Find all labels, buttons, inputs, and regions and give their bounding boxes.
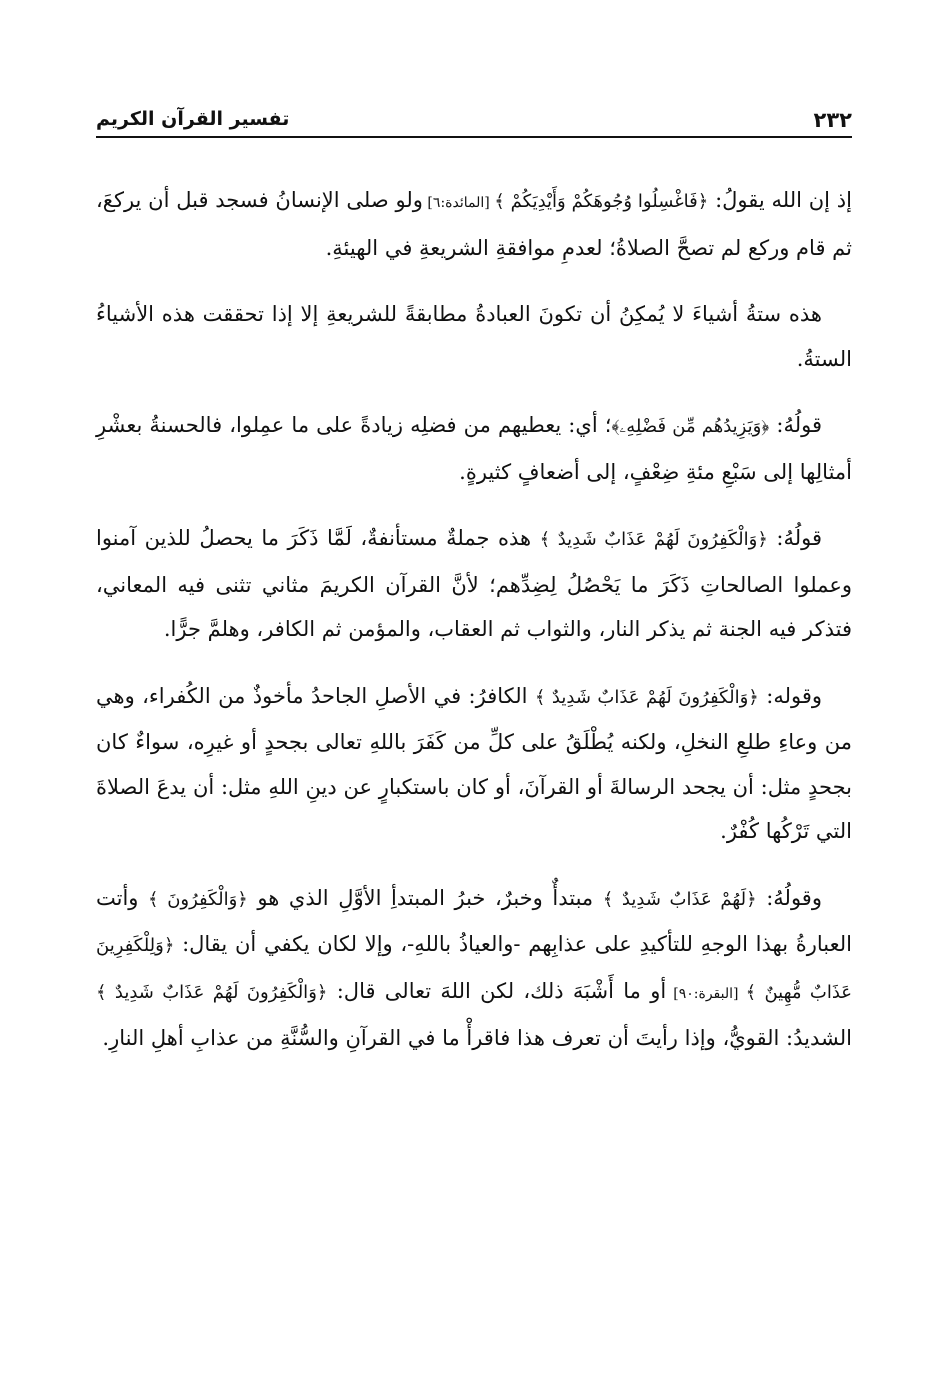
running-header (96, 98, 852, 138)
text-run: قولُهُ: (769, 413, 823, 437)
page-body (96, 178, 852, 1083)
paragraph (96, 876, 852, 1061)
quran-verse: ﴿وَالْكَفِرُونَ لَهُمْ عَذَابٌ شَدِيدٌ ﴾ (534, 686, 759, 708)
text-run: ولو صلى الإنسانُ فسجد قبل أن يركعَ، ثم قام وركع لم تصحَّ الصلاةُ؛ لعدمِ موافقةِ الشريعةِ في الهيئةِ. (96, 188, 852, 260)
text-run: مبتدأٌ وخبرٌ، خبرُ المبتدأِ الأوَّلِ الذي هو (247, 885, 603, 910)
verse-reference: [المائدة:٦] (422, 195, 495, 211)
quran-verse: ﴿وَالْكَفِرُونَ لَهُمْ عَذَابٌ شَدِيدٌ ﴾ (96, 981, 328, 1003)
page-number: ٢٣٢ (813, 108, 852, 132)
text-run: إذ إن الله يقولُ: (708, 188, 852, 212)
paragraph (96, 674, 852, 854)
text-run: أو ما أَشْبَهَ ذلك، لكن اللهَ تعالى قال: (327, 978, 667, 1003)
text-run: قولُهُ: (767, 526, 823, 550)
paragraph (96, 516, 852, 652)
text-run: ؛ أي: يعطيهم من فضلِه زيادةً على ما عمِلوا، فالحسنةُ بعشْرِ أمثالِها إلى سَبْعِ مئةِ ضِعْفٍ، إلى أضعافٍ كثيرةٍ. (96, 413, 852, 484)
quran-verse: ﴿لَهُمْ عَذَابٌ شَدِيدٌ ﴾ (602, 888, 757, 910)
quran-verse: ﴿وَيَزِيدُهُم مِّن فَضْلِهِۦ﴾ (611, 416, 770, 437)
paragraph (96, 178, 852, 270)
quran-verse: ﴿وَالْكَفِرُونَ ﴾ (148, 888, 248, 910)
paragraph (96, 403, 852, 494)
text-run: وأتت العبارةُ بهذا الوجهِ للتأكيدِ على عذابِهم -والعياذُ باللهِ-، وإلا لكان يكفي أن يقال: (96, 885, 852, 956)
text-run: هذه ستةُ أشياءَ لا يُمكِنُ أن تكونَ العبادةُ مطابقةً للشريعةِ إلا إذا تحققت هذه الأشياءُ الستةُ. (96, 302, 852, 371)
verse-reference: [البقرة:٩٠] (666, 985, 746, 1002)
text-run: الكافرُ: في الأصلِ الجاحدُ مأخوذٌ من الكُفراء، وهي من وعاءِ طلعِ النخلِ، ولكنه يُطْلَقُ على كلِّ من كَفَرَ باللهِ تعالى بجحدٍ أو غيرِه، سواءٌ كان بجحدٍ مثل: أن يجحد الرسالةَ أو القرآنَ، أو كان باستكبارٍ عن دينِ اللهِ مثل: أن يدعَ الصلاةَ التي تَرْكُها كُفْرٌ. (96, 683, 852, 843)
quran-verse: ﴿وَالْكَفِرُونَ لَهُمْ عَذَابٌ شَدِيدٌ ﴾ (539, 529, 768, 550)
text-run: وقولُهُ: (756, 885, 822, 910)
text-run: هذه جملةٌ مستأنفةٌ، لَمَّا ذَكَرَ ما يحصلُ للذين آمنوا وعملوا الصالحاتِ ذَكَرَ ما يَحْصُلُ لِضِدِّهم؛ لأنَّ القرآن الكريمَ مثاني تثنى فيه المعاني، فتذكر فيه الجنة ثم يذكر النار، والثواب ثم العقاب، والمؤمن ثم الكافر، وهلمَّ جرًّا. (96, 526, 852, 641)
text-run: وقوله: (758, 683, 823, 708)
paragraph (96, 292, 852, 381)
text-run: الشديدُ: القويُّ، وإذا رأيتَ أن تعرف هذا فاقرأْ ما في القرآنِ والسُّنَّةِ من عذابِ أهلِ النارِ. (102, 1026, 852, 1050)
quran-verse: ﴿وَلِلْكَفِرِينَ عَذَابٌ مُّهِينٌ ﴾ (96, 935, 853, 1003)
book-title: تفسير القرآن الكريم (96, 108, 290, 130)
quran-verse: ﴿فَاغْسِلُوا وُجُوهَكُمْ وَأَيْدِيَكُمْ ﴾ (494, 191, 709, 212)
